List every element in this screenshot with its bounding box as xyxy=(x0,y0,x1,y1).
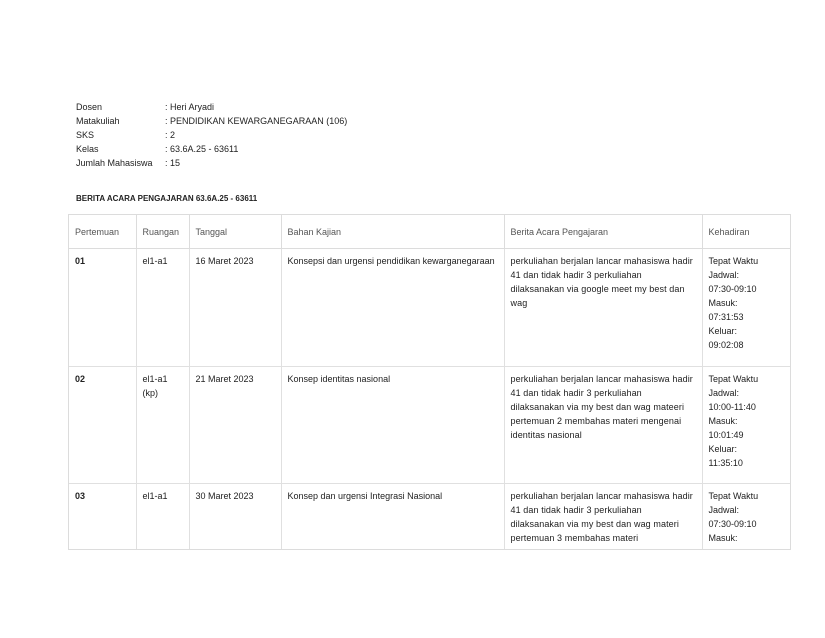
kehadiran-status: Tepat Waktu xyxy=(708,374,759,384)
cell-pertemuan: 01 xyxy=(69,249,136,367)
kehadiran-masuk-label: Masuk: xyxy=(708,416,738,426)
info-row-kelas xyxy=(76,142,347,156)
course-info xyxy=(76,100,347,170)
info-row-dosen xyxy=(76,100,347,114)
table-row xyxy=(69,249,790,367)
berita-acara-table xyxy=(68,214,791,550)
table-row xyxy=(69,367,790,484)
cell-berita-acara: perkuliahan berjalan lancar mahasiswa hadir 41 dan tidak hadir 3 perkuliahan dilaksanakan via my best dan wag mateeri pertemuan 2 membahas materi mengenai identitas nasional xyxy=(504,367,702,484)
cell-bahan-kajian: Konsep identitas nasional xyxy=(281,367,504,484)
cell-ruangan: el1-a1 xyxy=(136,484,189,551)
kehadiran-jadwal-value: 10:00-11:40 xyxy=(708,402,756,412)
cell-pertemuan: 02 xyxy=(69,367,136,484)
info-value: : 2 xyxy=(165,130,176,140)
cell-berita-acara: perkuliahan berjalan lancar mahasiswa hadir 41 dan tidak hadir 3 perkuliahan dilaksanakan via my best dan wag materi pertemuan 3 membahas materi xyxy=(504,484,702,551)
column-header-berita-acara: Berita Acara Pengajaran xyxy=(504,215,702,249)
info-value: : 63.6A.25 - 63611 xyxy=(165,144,239,154)
kehadiran-keluar-value: 09:02:08 xyxy=(708,340,744,350)
table xyxy=(69,215,790,550)
cell-ruangan: el1-a1 (kp) xyxy=(136,367,189,484)
table-header-row xyxy=(69,215,790,249)
info-label: Jumlah Mahasiswa xyxy=(76,158,153,168)
info-value: : 15 xyxy=(165,158,181,168)
info-row-matakuliah xyxy=(76,114,347,128)
info-label: Matakuliah xyxy=(76,116,120,126)
cell-kehadiran xyxy=(702,367,790,484)
column-header-pertemuan: Pertemuan xyxy=(69,215,136,249)
column-header-bahan-kajian: Bahan Kajian xyxy=(281,215,504,249)
cell-tanggal: 21 Maret 2023 xyxy=(189,367,281,484)
cell-berita-acara: perkuliahan berjalan lancar mahasiswa hadir 41 dan tidak hadir 3 perkuliahan dilaksanakan via google meet my best dan wag xyxy=(504,249,702,367)
info-value: : PENDIDIKAN KEWARGANEGARAAN (106) xyxy=(165,116,348,126)
info-row-jumlah-mahasiswa xyxy=(76,156,347,170)
cell-bahan-kajian: Konsepsi dan urgensi pendidikan kewarganegaraan xyxy=(281,249,504,367)
kehadiran-jadwal-value: 07:30-09:10 xyxy=(708,284,757,294)
kehadiran-jadwal-value: 07:30-09:10 xyxy=(708,519,757,529)
kehadiran-status: Tepat Waktu xyxy=(708,256,759,266)
kehadiran-masuk-value: 10:01:49 xyxy=(708,430,744,440)
kehadiran-jadwal-label: Jadwal: xyxy=(708,270,740,280)
cell-kehadiran xyxy=(702,484,790,551)
kehadiran-jadwal-label: Jadwal: xyxy=(708,505,740,515)
kehadiran-masuk-label: Masuk: xyxy=(708,533,738,543)
kehadiran-keluar-label: Keluar: xyxy=(708,326,738,336)
column-header-kehadiran: Kehadiran xyxy=(702,215,790,249)
info-label: Kelas xyxy=(76,144,99,154)
cell-tanggal: 16 Maret 2023 xyxy=(189,249,281,367)
kehadiran-masuk-value: 07:31:53 xyxy=(708,312,744,322)
kehadiran-masuk-label: Masuk: xyxy=(708,298,738,308)
table-row xyxy=(69,484,790,551)
info-row-sks xyxy=(76,128,347,142)
column-header-ruangan: Ruangan xyxy=(136,215,189,249)
kehadiran-jadwal-label: Jadwal: xyxy=(708,388,740,398)
kehadiran-keluar-value: 11:35:10 xyxy=(708,458,743,468)
kehadiran-keluar-label: Keluar: xyxy=(708,444,738,454)
info-label: Dosen xyxy=(76,102,103,112)
cell-tanggal: 30 Maret 2023 xyxy=(189,484,281,551)
cell-ruangan: el1-a1 xyxy=(136,249,189,367)
cell-bahan-kajian: Konsep dan urgensi Integrasi Nasional xyxy=(281,484,504,551)
kehadiran-status: Tepat Waktu xyxy=(708,491,759,501)
section-title: BERITA ACARA PENGAJARAN 63.6A.25 - 63611 xyxy=(76,194,258,203)
info-label: SKS xyxy=(76,130,95,140)
cell-kehadiran xyxy=(702,249,790,367)
info-value: : Heri Aryadi xyxy=(165,102,215,112)
cell-pertemuan: 03 xyxy=(69,484,136,551)
column-header-tanggal: Tanggal xyxy=(189,215,281,249)
